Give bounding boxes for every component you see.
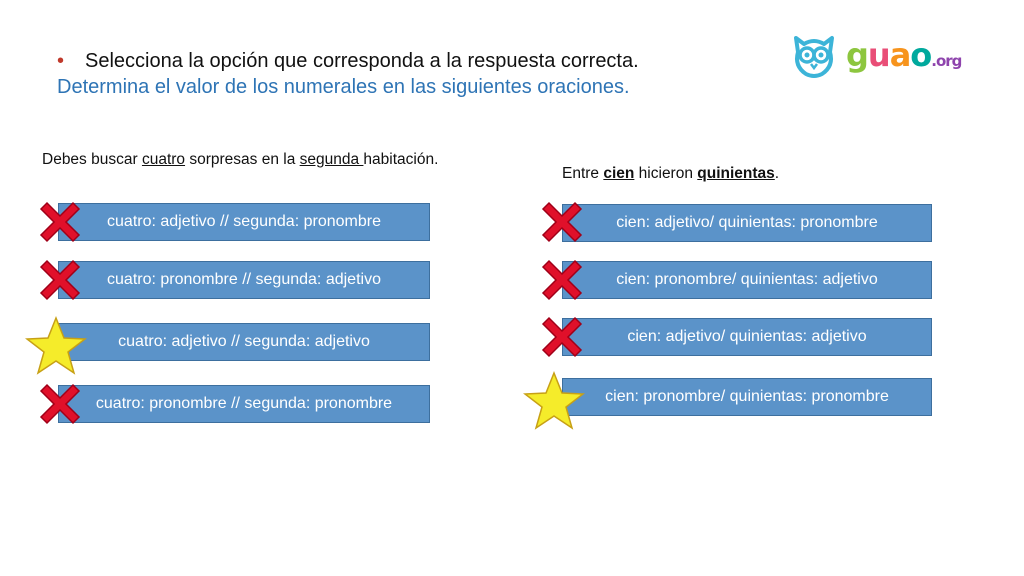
wrong-x-icon [37,381,83,427]
wrong-x-icon [37,199,83,245]
right-question [562,165,779,183]
right-option-4[interactable] [562,378,932,416]
left-option-3[interactable] [58,323,430,361]
left-question-numeral-1: cuatro [141,151,186,168]
logo-wordmark: guao.org [846,36,962,74]
left-question-text: sorpresas en la [185,151,300,168]
option-label: cuatro: pronombre // segunda: adjetivo [107,271,381,288]
option-label: cien: pronombre/ quinientas: adjetivo [616,271,878,288]
option-label: cuatro: adjetivo // segunda: pronombre [107,213,381,230]
right-question-text: hicieron [634,165,698,182]
wrong-x-icon [539,314,585,360]
left-question-text: Debes buscar [42,151,142,168]
correct-star-icon [25,315,87,377]
right-question-numeral-2: quinientas [697,165,775,182]
right-option-3[interactable] [562,318,932,356]
wrong-x-icon [37,257,83,303]
bullet-point: • [57,50,65,72]
option-label: cien: adjetivo/ quinientas: adjetivo [627,328,867,345]
right-option-2[interactable] [562,261,932,299]
instructions [57,48,639,100]
option-label: cien: pronombre/ quinientas: pronombre [605,388,889,405]
correct-star-icon [523,370,585,432]
right-question-text: . [774,165,780,182]
guao-logo [790,30,965,82]
left-option-2[interactable] [58,261,430,299]
instruction-line-2: Determina el valor de los numerales en las siguientes oraciones. [57,76,630,98]
right-question-numeral-1: cien [603,165,635,182]
wrong-x-icon [539,199,585,245]
instruction-line-1: Selecciona la opción que corresponda a la respuesta correcta. [85,50,639,72]
left-question [42,151,438,169]
left-option-1[interactable] [58,203,430,241]
option-label: cuatro: pronombre // segunda: pronombre [95,395,393,412]
option-label: cuatro: adjetivo // segunda: adjetivo [118,333,370,350]
logo-suffix: .org [931,52,962,70]
wrong-x-icon [539,257,585,303]
right-question-text: Entre [562,165,604,182]
right-option-1[interactable] [562,204,932,242]
left-question-numeral-2: segunda [299,151,364,168]
option-label: cien: adjetivo/ quinientas: pronombre [616,214,878,231]
left-option-4[interactable] [58,385,430,423]
left-question-text: habitación. [363,151,439,168]
